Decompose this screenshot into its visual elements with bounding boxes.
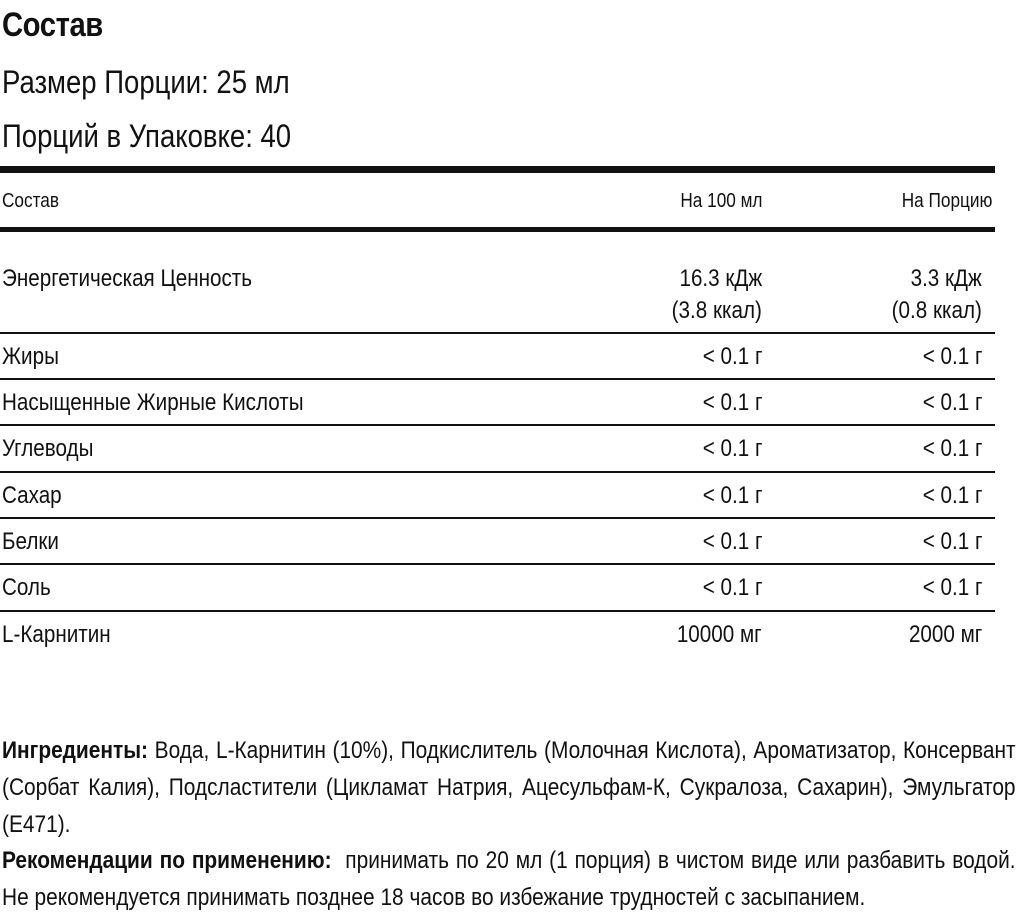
table-row-name: Белки	[2, 528, 59, 555]
table-row-per100: < 0.1 г	[702, 389, 762, 416]
row-separator	[0, 332, 995, 334]
table-row-name: Сахар	[2, 482, 62, 509]
recommendations-paragraph	[2, 842, 1016, 916]
row-separator	[0, 378, 995, 380]
table-row-per100-sub: (3.8 ккал)	[671, 297, 762, 324]
table-row-per100: < 0.1 г	[702, 574, 762, 601]
column-header-name: Состав	[2, 190, 59, 212]
table-row-per100: < 0.1 г	[702, 528, 762, 555]
table-row-per-serving: < 0.1 г	[922, 389, 982, 416]
table-row-per-serving-sub: (0.8 ккал)	[891, 297, 982, 324]
table-row-per-serving: < 0.1 г	[922, 482, 982, 509]
table-row-per100: 16.3 кДж	[679, 265, 762, 292]
table-row-name: Насыщенные Жирные Кислоты	[2, 389, 304, 416]
table-header-rule	[0, 227, 995, 232]
table-row-per-serving: < 0.1 г	[922, 574, 982, 601]
row-separator	[0, 563, 995, 565]
recommendations-label: Рекомендации по применению:	[2, 847, 332, 874]
row-separator	[0, 610, 995, 612]
table-row-per-serving: < 0.1 г	[922, 528, 982, 555]
table-top-rule	[0, 166, 995, 173]
table-row-per-serving: < 0.1 г	[922, 343, 982, 370]
row-separator	[0, 517, 995, 519]
table-row-per100: < 0.1 г	[702, 482, 762, 509]
recommendations-text: принимать по 20 мл (1 порция) в чистом виде или разбавить водой. Не рекомендуется принимать позднее 18 часов во избежание трудностей с засыпанием.	[2, 847, 1016, 911]
row-separator	[0, 424, 995, 426]
table-row-name: Жиры	[2, 343, 59, 370]
ingredients-paragraph	[2, 732, 1016, 843]
page-title: Состав	[2, 6, 103, 44]
serving-size: Размер Порции: 25 мл	[2, 64, 290, 100]
servings-per-pack: Порций в Упаковке: 40	[2, 118, 292, 154]
table-row-name: L-Карнитин	[2, 621, 111, 648]
table-row-per-serving: 2000 мг	[908, 621, 982, 648]
ingredients-label: Ингредиенты:	[2, 737, 149, 764]
column-header-per-serving: На Порцию	[901, 190, 992, 212]
table-row-per-serving: < 0.1 г	[922, 435, 982, 462]
table-row-per100: < 0.1 г	[702, 343, 762, 370]
table-row-name: Углеводы	[2, 435, 94, 462]
table-row-per100: < 0.1 г	[702, 435, 762, 462]
row-separator	[0, 471, 995, 473]
table-row-per-serving: 3.3 кДж	[910, 265, 982, 292]
table-row-name: Соль	[2, 574, 51, 601]
table-row-name: Энергетическая Ценность	[2, 265, 253, 292]
ingredients-text: Вода, L-Карнитин (10%), Подкислитель (Молочная Кислота), Ароматизатор, Консервант (Сорбат Калия), Подсластители (Цикламат Натрия, Ацесульфам-К, Сукралоза, Сахарин), Эмульгатор (Е471).	[2, 737, 1016, 838]
column-header-per100: На 100 мл	[679, 190, 762, 212]
table-row-per100: 10000 мг	[677, 621, 762, 648]
